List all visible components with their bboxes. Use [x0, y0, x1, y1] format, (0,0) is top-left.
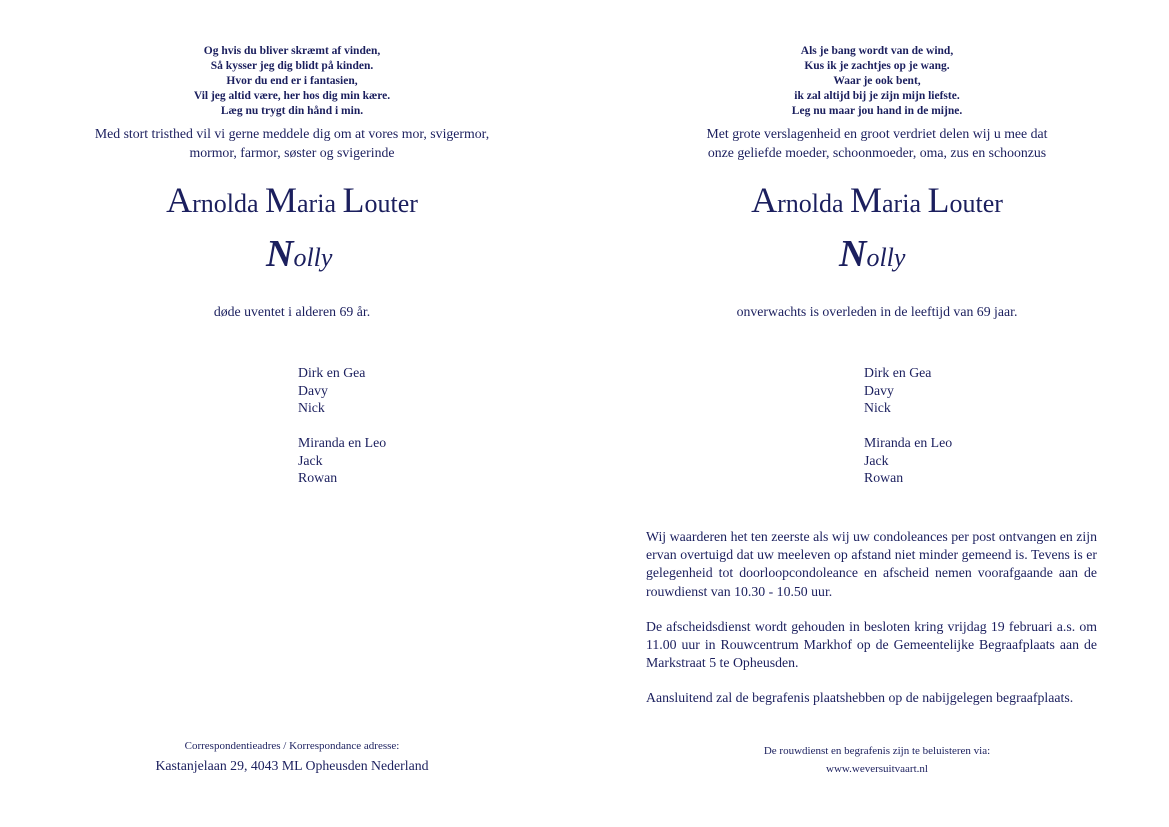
family-member: Jack	[864, 452, 889, 468]
family-member: Rowan	[298, 470, 338, 485]
family-member: Dirk en Gea	[298, 365, 366, 380]
stream-label: De rouwdienst en begrafenis zijn te beluisteren via:	[763, 745, 991, 757]
dutch-poem	[585, 44, 1169, 119]
age-line: døde uventet i alderen 69 år.	[213, 304, 371, 319]
burial-paragraph: Aansluitend zal de begrafenis plaatshebben op de nabijgelegen begraafplaats.	[646, 690, 1074, 706]
intro-line: onze geliefde moeder, schoonmoeder, oma, zus en schoonzus	[707, 144, 1047, 160]
family-member: Miranda en Leo	[298, 435, 387, 450]
poem-line: Og hvis du bliver skræmt af vinden,	[203, 45, 381, 57]
danish-page	[0, 0, 584, 827]
family-member: Rowan	[864, 470, 904, 485]
dutch-intro	[585, 125, 1169, 162]
poem-line: ik zal altijd bij je zijn mijn liefste.	[794, 90, 960, 102]
family-spacer	[864, 417, 952, 435]
deceased-nickname: Nolly	[266, 233, 333, 275]
danish-intro	[0, 125, 584, 162]
poem-line: Hvor du end er i fantasien,	[226, 75, 358, 87]
deceased-name: Arnolda Maria Louter	[166, 180, 418, 220]
poem-line: Læg nu trygt din hånd i min.	[220, 105, 364, 117]
stream-url: www.weversuitvaart.nl	[826, 763, 928, 775]
family-spacer	[298, 417, 386, 435]
poem-line: Als je bang wordt van de wind,	[800, 45, 954, 57]
poem-line: Waar je ook bent,	[833, 75, 921, 87]
family-member: Miranda en Leo	[864, 435, 953, 450]
family-member: Davy	[864, 382, 894, 398]
deceased-nickname: Nolly	[839, 233, 906, 275]
service-paragraph: De afscheidsdienst wordt gehouden in besloten kring vrijdag 19 februari a.s. om 11.00 uur in Rouwcentrum Markhof op de Gemeentelijke Begraafplaats aan de Markstraat 5 te Opheusden.	[646, 618, 1097, 671]
family-list	[864, 364, 952, 487]
dutch-page	[585, 0, 1169, 827]
poem-line: Leg nu maar jou hand in de mijne.	[791, 105, 963, 117]
family-member: Jack	[298, 452, 323, 468]
intro-line: mormor, farmor, søster og svigerinde	[189, 144, 395, 160]
correspondence-label: Correspondentieadres / Korrespondance adresse:	[184, 740, 400, 752]
correspondence-address: Kastanjelaan 29, 4043 ML Opheusden Nederland	[155, 758, 429, 773]
family-member: Davy	[298, 382, 328, 398]
family-member: Nick	[298, 400, 325, 415]
poem-line: Så kysser jeg dig blidt på kinden.	[210, 60, 374, 72]
family-member: Dirk en Gea	[864, 365, 932, 380]
poem-line: Kus ik je zachtjes op je wang.	[804, 60, 950, 72]
poem-line: Vil jeg altid være, her hos dig min kære.	[193, 90, 391, 102]
condolence-paragraph: Wij waarderen het ten zeerste als wij uw condoleances per post ontvangen en zijn ervan overtuigd dat uw meeleven op afstand niet minder gemeend is. Tevens is er gelegenheid tot doorloopcondoleance en afscheid nemen voorafgaande aan de rouwdienst van 10.30 - 10.50 uur.	[646, 529, 1097, 599]
intro-line: Met grote verslagenheid en groot verdriet delen wij u mee dat	[706, 126, 1048, 141]
family-member: Nick	[864, 400, 891, 415]
deceased-name: Arnolda Maria Louter	[751, 180, 1003, 220]
intro-line: Med stort tristhed vil vi gerne meddele dig om at vores mor, svigermor,	[94, 126, 490, 141]
family-list	[298, 364, 386, 487]
service-info	[646, 528, 1097, 725]
age-line: onverwachts is overleden in de leeftijd van 69 jaar.	[736, 304, 1018, 319]
danish-poem	[0, 44, 584, 119]
